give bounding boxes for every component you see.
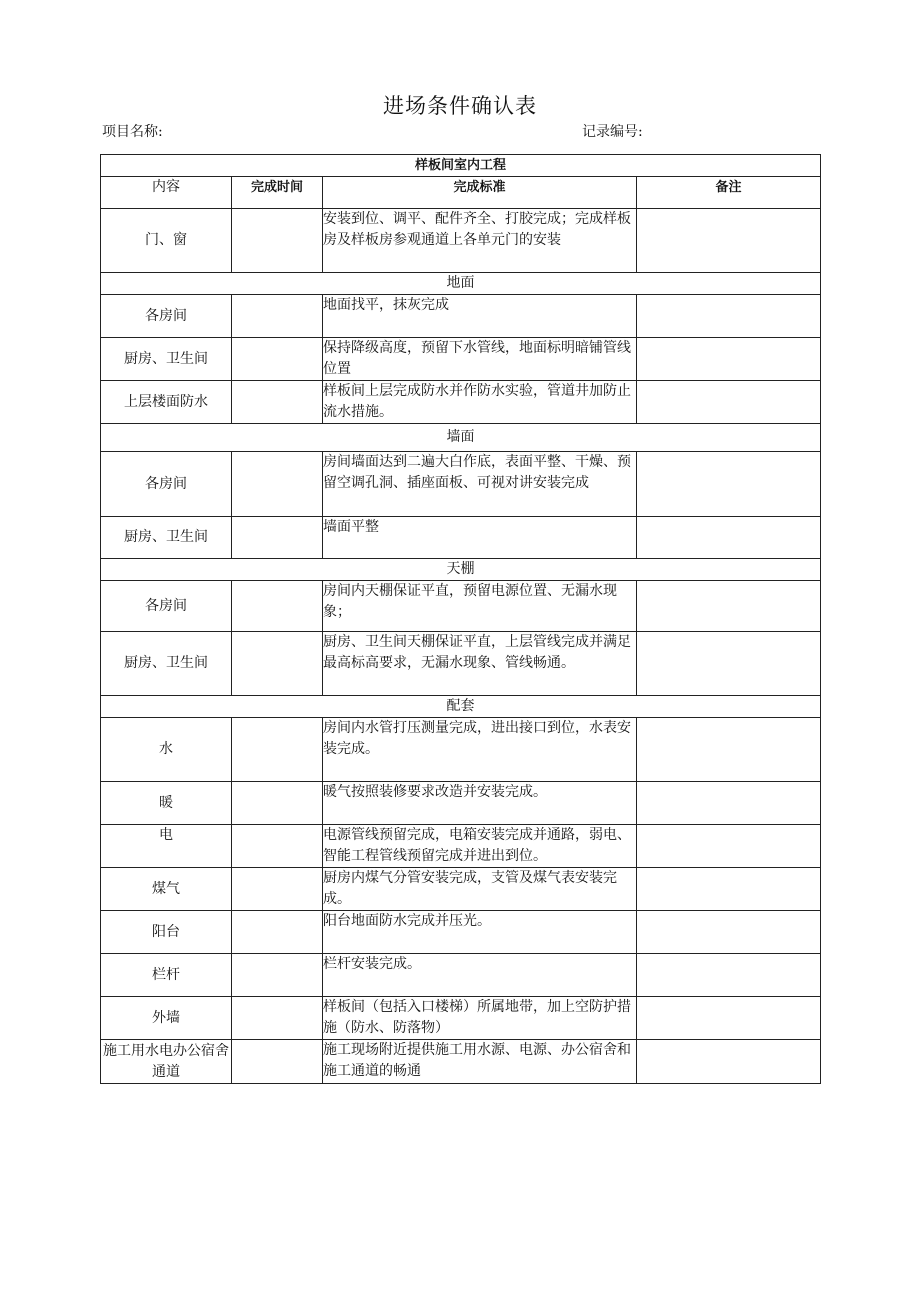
row-time-cell[interactable]: [232, 868, 323, 911]
row-time-cell[interactable]: [232, 825, 323, 868]
row-remark-cell[interactable]: [637, 911, 821, 954]
row-time-cell[interactable]: [232, 997, 323, 1040]
row-item: 各房间: [101, 295, 232, 338]
row-item: 各房间: [101, 581, 232, 632]
row-standard: 房间内水管打压测量完成，进出接口到位，水表安装完成。: [323, 718, 637, 782]
section-header-row: [101, 559, 821, 581]
row-time-cell[interactable]: [232, 517, 323, 559]
row-standard: 施工现场附近提供施工用水源、电源、办公宿舍和施工通道的畅通: [323, 1040, 637, 1084]
section-header-wall: 墙面: [101, 424, 821, 452]
row-time-cell[interactable]: [232, 632, 323, 696]
table-row: [101, 997, 821, 1040]
row-item: 厨房、卫生间: [101, 338, 232, 381]
section-header-row: [101, 424, 821, 452]
table-row: [101, 718, 821, 782]
row-remark-cell[interactable]: [637, 825, 821, 868]
table-row: [101, 338, 821, 381]
row-remark-cell[interactable]: [637, 517, 821, 559]
record-number-label: 记录编号:: [582, 124, 643, 140]
table-row: [101, 452, 821, 517]
row-time-cell[interactable]: [232, 581, 323, 632]
row-item: 上层楼面防水: [101, 381, 232, 424]
section-header-ceiling: 天棚: [101, 559, 821, 581]
row-time-cell[interactable]: [232, 452, 323, 517]
row-remark-cell[interactable]: [637, 338, 821, 381]
row-remark-cell[interactable]: [637, 381, 821, 424]
row-remark-cell[interactable]: [637, 868, 821, 911]
row-item: 外墙: [101, 997, 232, 1040]
row-time-cell[interactable]: [232, 782, 323, 825]
row-remark-cell[interactable]: [637, 632, 821, 696]
table-row: [101, 911, 821, 954]
row-remark-cell[interactable]: [637, 782, 821, 825]
column-header-content: 内容: [101, 177, 232, 209]
row-remark-cell[interactable]: [637, 209, 821, 273]
table-row: [101, 868, 821, 911]
table-row: [101, 581, 821, 632]
row-standard: 保持降级高度，预留下水管线，地面标明暗铺管线位置: [323, 338, 637, 381]
column-header-completion-standard: 完成标准: [323, 177, 637, 209]
table-row: [101, 1040, 821, 1084]
row-item: 门、窗: [101, 209, 232, 273]
row-remark-cell[interactable]: [637, 581, 821, 632]
row-time-cell[interactable]: [232, 954, 323, 997]
row-item: 水: [101, 718, 232, 782]
row-time-cell[interactable]: [232, 911, 323, 954]
row-standard: 厨房、卫生间天棚保证平直，上层管线完成并满足最高标高要求，无漏水现象、管线畅通。: [323, 632, 637, 696]
row-standard: 暖气按照装修要求改造并安装完成。: [323, 782, 637, 825]
row-standard: 房间内天棚保证平直，预留电源位置、无漏水现象；: [323, 581, 637, 632]
table-row: [101, 825, 821, 868]
document-title: 进场条件确认表: [383, 94, 537, 118]
row-item: 厨房、卫生间: [101, 632, 232, 696]
row-standard: 样板间上层完成防水并作防水实验，管道井加防止流水措施。: [323, 381, 637, 424]
row-time-cell[interactable]: [232, 295, 323, 338]
project-name-label: 项目名称:: [102, 124, 163, 140]
row-remark-cell[interactable]: [637, 295, 821, 338]
entry-conditions-table: [100, 154, 821, 1084]
table-row: [101, 954, 821, 997]
table-row: [101, 632, 821, 696]
column-header-row: [101, 177, 821, 209]
table-row: [101, 782, 821, 825]
row-standard: 墙面平整: [323, 517, 637, 559]
row-item: 煤气: [101, 868, 232, 911]
row-item: 各房间: [101, 452, 232, 517]
row-standard: 房间墙面达到二遍大白作底，表面平整、干燥、预留空调孔洞、插座面板、可视对讲安装完成: [323, 452, 637, 517]
table-row: [101, 209, 821, 273]
row-time-cell[interactable]: [232, 381, 323, 424]
main-header-row: [101, 155, 821, 177]
row-standard: 地面找平，抹灰完成: [323, 295, 637, 338]
row-standard: 电源管线预留完成，电箱安装完成并通路，弱电、智能工程管线预留完成并进出到位。: [323, 825, 637, 868]
table-row: [101, 381, 821, 424]
row-item: 栏杆: [101, 954, 232, 997]
section-header-row: [101, 273, 821, 295]
column-header-remarks: 备注: [637, 177, 821, 209]
row-time-cell[interactable]: [232, 1040, 323, 1084]
row-item: 暖: [101, 782, 232, 825]
row-item: 阳台: [101, 911, 232, 954]
row-time-cell[interactable]: [232, 209, 323, 273]
section-header-supporting: 配套: [101, 696, 821, 718]
row-standard: 栏杆安装完成。: [323, 954, 637, 997]
column-header-completion-time: 完成时间: [232, 177, 323, 209]
section-header-floor: 地面: [101, 273, 821, 295]
row-remark-cell[interactable]: [637, 954, 821, 997]
row-item: 电: [101, 825, 232, 868]
main-header: 样板间室内工程: [101, 155, 821, 177]
table-row: [101, 517, 821, 559]
row-time-cell[interactable]: [232, 338, 323, 381]
row-remark-cell[interactable]: [637, 452, 821, 517]
row-standard: 厨房内煤气分管安装完成，支管及煤气表安装完成。: [323, 868, 637, 911]
section-header-row: [101, 696, 821, 718]
row-item: 厨房、卫生间: [101, 517, 232, 559]
row-remark-cell[interactable]: [637, 1040, 821, 1084]
row-standard: 样板间（包括入口楼梯）所属地带，加上空防护措施（防水、防落物）: [323, 997, 637, 1040]
row-item: 施工用水电办公宿舍通道: [101, 1040, 232, 1084]
row-remark-cell[interactable]: [637, 997, 821, 1040]
row-standard: 安装到位、调平、配件齐全、打胶完成；完成样板房及样板房参观通道上各单元门的安装: [323, 209, 637, 273]
row-standard: 阳台地面防水完成并压光。: [323, 911, 637, 954]
row-remark-cell[interactable]: [637, 718, 821, 782]
row-time-cell[interactable]: [232, 718, 323, 782]
table-row: [101, 295, 821, 338]
